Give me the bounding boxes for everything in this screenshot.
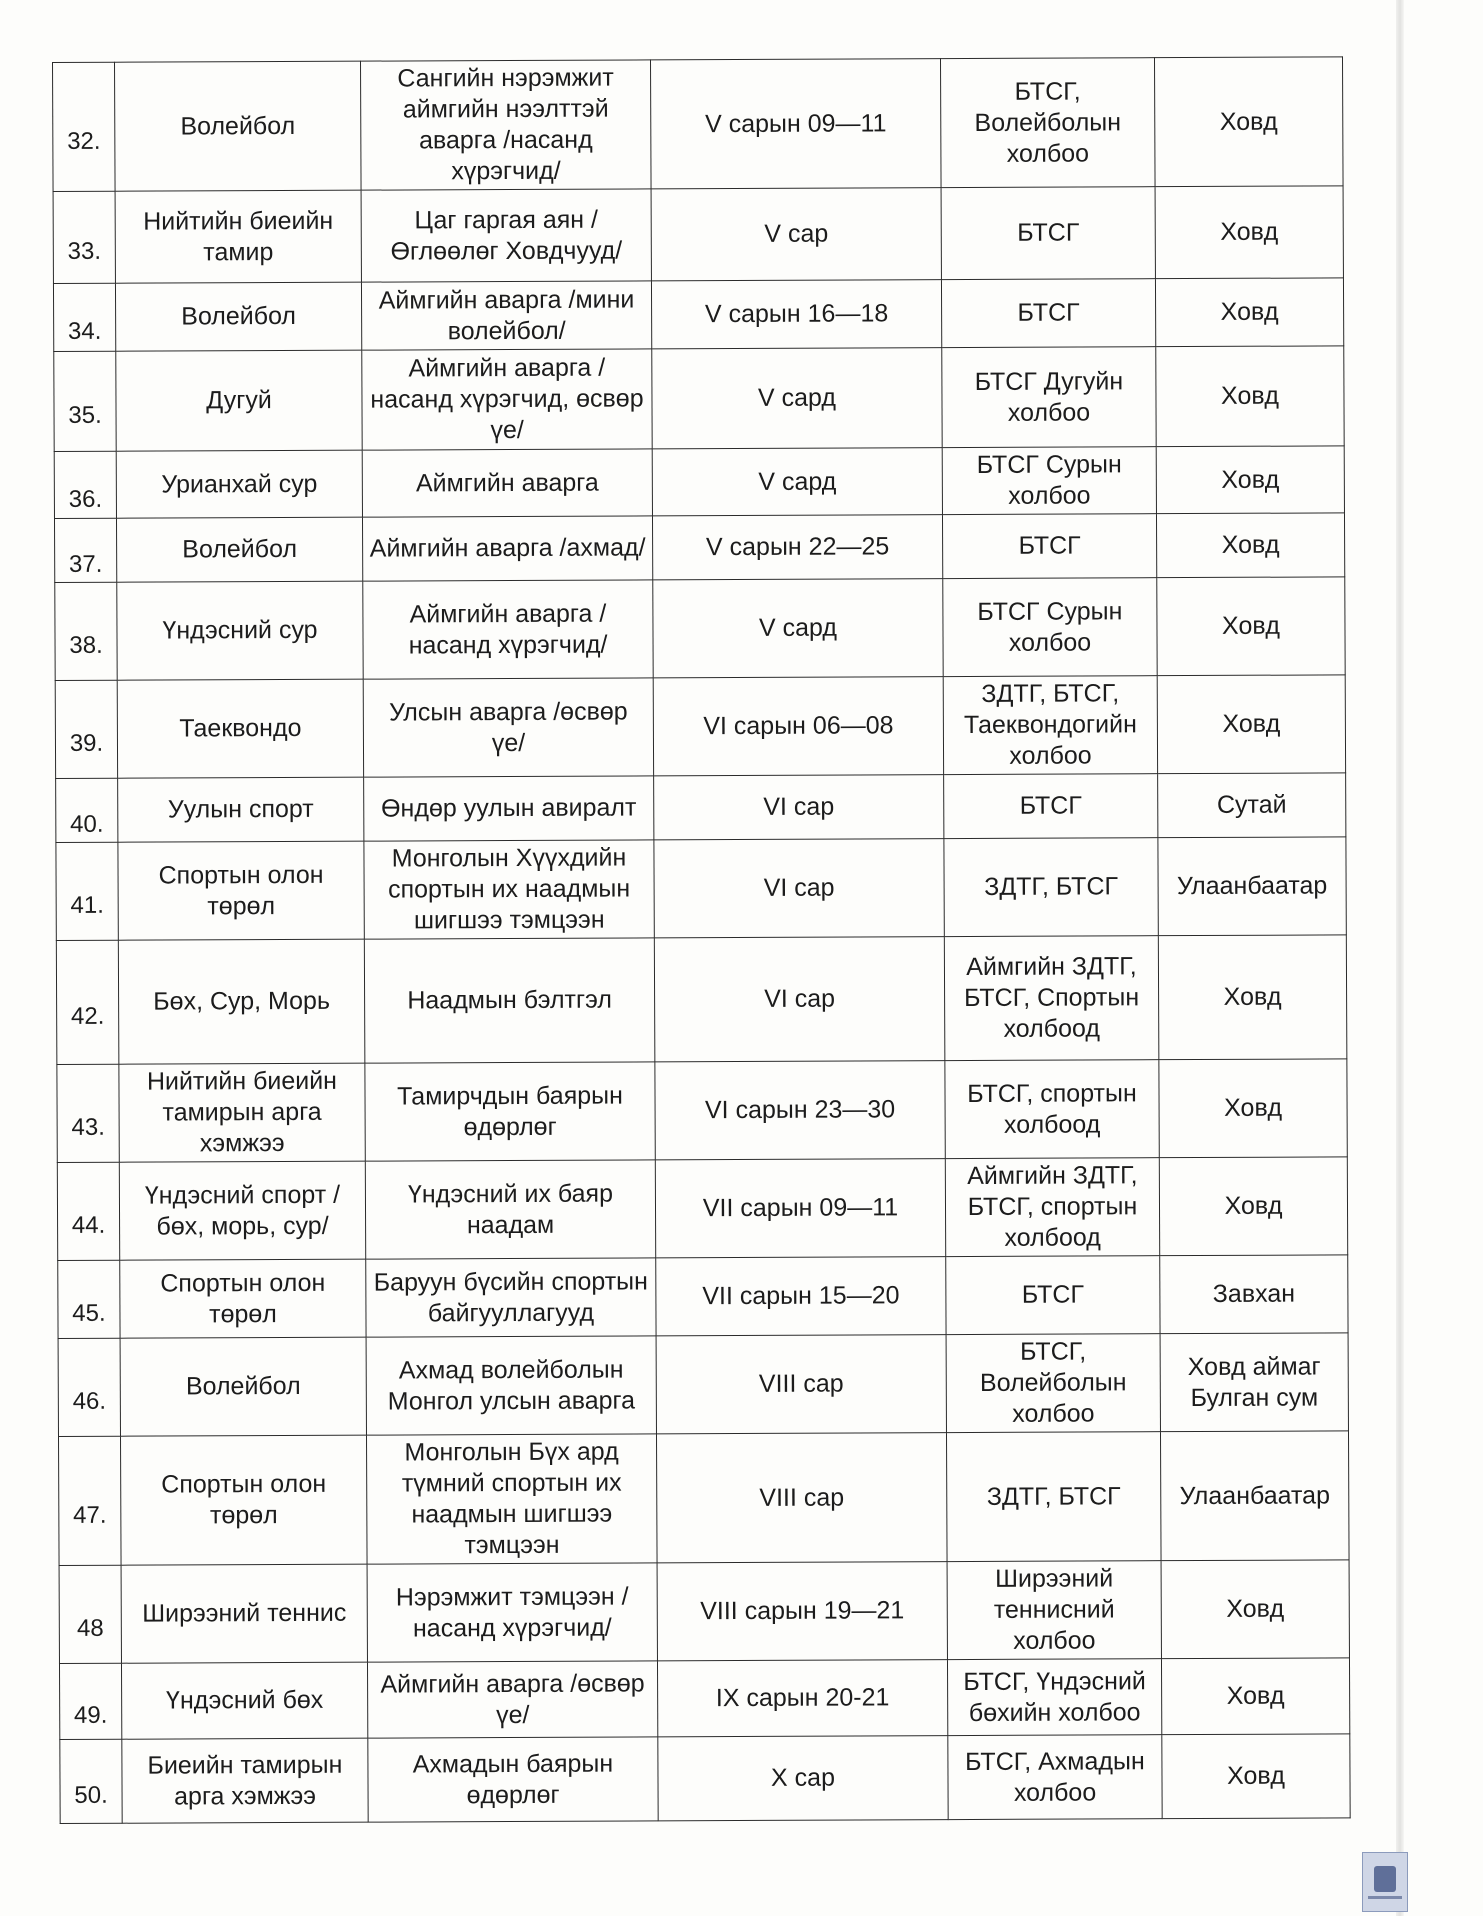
cell-event: Өндөр уулын авиралт bbox=[364, 776, 654, 841]
cell-org: БТСГ bbox=[944, 774, 1158, 839]
cell-event: Үндэсний их баяр наадам bbox=[365, 1160, 655, 1259]
cell-org: Аймгийн ЗДТГ, БТСГ, Спортын холбоод bbox=[944, 936, 1159, 1061]
cell-org: БТСГ bbox=[941, 187, 1155, 280]
cell-place: Ховд bbox=[1161, 1658, 1349, 1735]
cell-event: Аймгийн аварга /насанд хүрэгчид/ bbox=[363, 580, 653, 679]
cell-event: Улсын аварга /өсвөр үе/ bbox=[363, 678, 653, 777]
cell-org: ЗДТГ, БТСГ bbox=[946, 1432, 1161, 1562]
cell-date: VI сарын 06—08 bbox=[653, 677, 943, 776]
cell-org: БТСГ Дугуйн холбоо bbox=[942, 347, 1156, 448]
cell-place: Улаанбаатар bbox=[1160, 1431, 1349, 1561]
cell-date: VIII сар bbox=[656, 1335, 946, 1434]
page-edge-shadow bbox=[1396, 0, 1404, 1916]
cell-org: Ширээний теннисний холбоо bbox=[947, 1561, 1161, 1660]
cell-place: Улаанбаатар bbox=[1158, 837, 1346, 936]
cell-place: Сутай bbox=[1158, 773, 1346, 838]
cell-sport: Спортын олон төрөл bbox=[120, 1435, 367, 1565]
cell-event: Ахмад волейболын Монгол улсын аварга bbox=[366, 1336, 656, 1435]
cell-place: Ховд bbox=[1156, 446, 1344, 514]
cell-org: БТСГ bbox=[941, 279, 1155, 348]
cell-event: Аймгийн аварга /насанд хүрэгчид, өсвөр үе/ bbox=[362, 349, 652, 450]
table-row bbox=[59, 1658, 1349, 1740]
table-row bbox=[56, 837, 1346, 941]
cell-date: VI сар bbox=[654, 839, 944, 938]
cell-place: Завхан bbox=[1160, 1255, 1348, 1334]
cell-sport: Нийтийн биеийн тамир bbox=[115, 190, 361, 283]
table-row bbox=[53, 186, 1343, 284]
cell-event: Аймгийн аварга /ахмад/ bbox=[362, 516, 652, 581]
cell-num: 39. bbox=[55, 680, 117, 778]
cell-date: V сарын 22—25 bbox=[652, 515, 942, 580]
cell-date: V сарын 09—11 bbox=[650, 59, 941, 189]
cell-sport: Үндэсний спорт /бөх, морь, сур/ bbox=[119, 1161, 365, 1260]
cell-org: БТСГ Сурын холбоо bbox=[942, 447, 1156, 515]
table-row bbox=[55, 577, 1345, 681]
table-row bbox=[54, 346, 1344, 452]
cell-place: Ховд bbox=[1157, 675, 1345, 774]
cell-org: БТСГ, спортын холбоод bbox=[945, 1060, 1159, 1159]
cell-num: 40. bbox=[56, 778, 118, 842]
cell-place: Ховд bbox=[1158, 935, 1347, 1060]
cell-sport: Волейбол bbox=[120, 1337, 366, 1436]
table-row bbox=[58, 1255, 1348, 1339]
cell-sport: Волейбол bbox=[116, 517, 362, 582]
cell-num: 44. bbox=[57, 1162, 119, 1260]
table-row bbox=[57, 1059, 1347, 1163]
cell-num: 45. bbox=[58, 1260, 120, 1338]
cell-event: Аймгийн аварга bbox=[362, 449, 652, 517]
cell-date: VI сарын 23—30 bbox=[655, 1061, 945, 1160]
cell-place: Ховд bbox=[1156, 346, 1344, 447]
cell-place: Ховд bbox=[1162, 1734, 1350, 1819]
cell-place: Ховд bbox=[1159, 1157, 1347, 1256]
cell-num: 37. bbox=[54, 518, 116, 582]
cell-date: VI сар bbox=[654, 937, 945, 1062]
cell-place: Ховд аймаг Булган сум bbox=[1160, 1333, 1348, 1432]
cell-event: Наадмын бэлтгэл bbox=[364, 938, 655, 1063]
cell-sport: Уулын спорт bbox=[118, 777, 364, 842]
cell-num: 48 bbox=[59, 1565, 121, 1663]
sports-schedule-table bbox=[52, 56, 1351, 1824]
cell-sport: Волейбол bbox=[115, 61, 362, 191]
cell-event: Монголын Хүүхдийн спортын их наадмын шигшээ тэмцээн bbox=[364, 840, 654, 939]
cell-num: 43. bbox=[57, 1064, 119, 1162]
table-row bbox=[58, 1431, 1349, 1566]
cell-org: БТСГ, Үндэсний бөхийн холбоо bbox=[947, 1659, 1161, 1736]
cell-num: 41. bbox=[56, 842, 118, 940]
cell-num: 42. bbox=[56, 940, 119, 1064]
cell-org: БТСГ, Волейболын холбоо bbox=[946, 1334, 1160, 1433]
cell-org: БТСГ, Волейболын холбоо bbox=[940, 58, 1155, 188]
cell-event: Баруун бүсийн спортын байгууллагууд bbox=[366, 1258, 656, 1337]
cell-place: Ховд bbox=[1157, 577, 1345, 676]
cell-sport: Спортын олон төрөл bbox=[120, 1259, 366, 1338]
cell-event: Аймгийн аварга /мини волейбол/ bbox=[361, 281, 651, 350]
cell-event: Монголын Бүх ард түмний спортын их наадмын шигшээ тэмцээн bbox=[366, 1434, 657, 1564]
table-row bbox=[54, 513, 1344, 583]
cell-sport: Волейбол bbox=[115, 282, 361, 351]
cell-date: VI сар bbox=[654, 775, 944, 840]
cell-event: Тамирчдын баярын өдөрлөг bbox=[365, 1062, 655, 1161]
cell-sport: Нийтийн биеийн тамирын арга хэмжээ bbox=[119, 1063, 365, 1162]
table-row bbox=[55, 675, 1345, 779]
cell-num: 46. bbox=[58, 1338, 120, 1436]
cell-event: Ахмадын баярын өдөрлөг bbox=[368, 1737, 658, 1822]
cell-event: Цаг гаргая аян /Өглөөлөг Ховдчууд/ bbox=[361, 189, 651, 282]
cell-place: Ховд bbox=[1161, 1560, 1349, 1659]
table-row bbox=[56, 773, 1346, 843]
cell-num: 35. bbox=[54, 351, 116, 451]
cell-event: Нэрэмжит тэмцээн /насанд хүрэгчид/ bbox=[367, 1563, 657, 1662]
cell-num: 36. bbox=[54, 451, 116, 518]
cell-org: БТСГ, Ахмадын холбоо bbox=[948, 1735, 1162, 1820]
cell-num: 47. bbox=[58, 1436, 121, 1565]
cell-event: Аймгийн аварга /өсвөр үе/ bbox=[367, 1661, 657, 1738]
cell-place: Ховд bbox=[1159, 1059, 1347, 1158]
cell-sport: Спортын олон төрөл bbox=[118, 841, 364, 940]
cell-date: X сар bbox=[658, 1736, 948, 1821]
seal-line bbox=[1368, 1896, 1402, 1899]
table-row bbox=[58, 1333, 1348, 1437]
stamp-seal bbox=[1362, 1852, 1408, 1912]
cell-org: Аймгийн ЗДТГ, БТСГ, спортын холбоод bbox=[945, 1158, 1159, 1257]
cell-event: Сангийн нэрэмжит аймгийн нээлттэй аварга /насанд хүрэгчид/ bbox=[360, 60, 651, 190]
cell-place: Ховд bbox=[1154, 57, 1343, 187]
cell-date: IX сарын 20-21 bbox=[657, 1660, 947, 1737]
table-row bbox=[59, 1560, 1349, 1664]
table-row bbox=[53, 278, 1343, 352]
cell-place: Ховд bbox=[1156, 513, 1344, 578]
table-row bbox=[53, 57, 1344, 192]
cell-org: ЗДТГ, БТСГ, Таеквондогийн холбоо bbox=[943, 676, 1157, 775]
table-row bbox=[54, 446, 1344, 519]
cell-sport: Урианхай сур bbox=[116, 450, 362, 518]
cell-num: 38. bbox=[55, 582, 117, 680]
cell-num: 34. bbox=[53, 283, 115, 351]
cell-num: 49. bbox=[59, 1663, 121, 1739]
cell-date: V сарын 16—18 bbox=[651, 280, 941, 349]
cell-num: 32. bbox=[53, 62, 116, 191]
cell-place: Ховд bbox=[1155, 278, 1343, 347]
table-body bbox=[53, 57, 1351, 1824]
cell-sport: Үндэсний сур bbox=[117, 581, 363, 680]
cell-place: Ховд bbox=[1155, 186, 1343, 279]
cell-num: 50. bbox=[60, 1739, 122, 1823]
table-row bbox=[57, 1157, 1347, 1261]
cell-org: БТСГ bbox=[942, 514, 1156, 579]
cell-num: 33. bbox=[53, 191, 115, 283]
cell-date: VIII сарын 19—21 bbox=[657, 1562, 947, 1661]
cell-org: ЗДТГ, БТСГ bbox=[944, 838, 1158, 937]
cell-sport: Бөх, Сур, Морь bbox=[118, 939, 365, 1064]
cell-sport: Үндэсний бөх bbox=[121, 1662, 367, 1739]
cell-sport: Дугуй bbox=[116, 350, 362, 451]
cell-date: VII сарын 15—20 bbox=[656, 1257, 946, 1336]
table-row bbox=[60, 1734, 1350, 1824]
cell-org: БТСГ Сурын холбоо bbox=[943, 578, 1157, 677]
table-row bbox=[56, 935, 1347, 1065]
cell-sport: Биеийн тамирын арга хэмжээ bbox=[122, 1738, 368, 1823]
cell-date: VIII сар bbox=[656, 1433, 947, 1563]
cell-org: БТСГ bbox=[946, 1256, 1160, 1335]
cell-date: V сард bbox=[653, 579, 943, 678]
soyombo-emblem-icon bbox=[1374, 1866, 1396, 1892]
cell-date: V сард bbox=[652, 448, 942, 516]
cell-date: V сар bbox=[651, 188, 941, 281]
cell-sport: Ширээний теннис bbox=[121, 1564, 367, 1663]
cell-date: VII сарын 09—11 bbox=[655, 1159, 945, 1258]
cell-sport: Таеквондо bbox=[117, 679, 363, 778]
cell-date: V сард bbox=[652, 348, 942, 449]
